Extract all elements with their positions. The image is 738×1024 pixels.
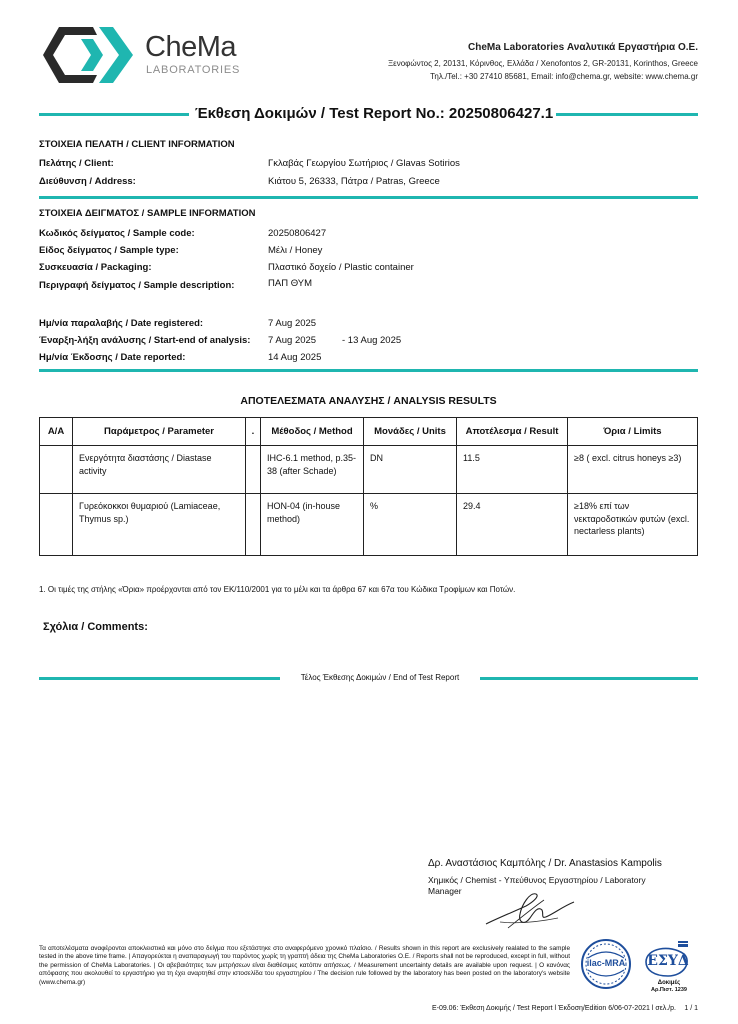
cell-result: 29.4 [457,494,568,556]
client-name-label: Πελάτης / Client: [39,158,114,169]
signatory-role: Χημικός / Chemist - Υπεύθυνος Εργαστηρίου / Laboratory Manager [428,875,646,896]
packaging-label: Συσκευασία / Packaging: [39,262,152,273]
cell-parameter: Γυρεόκοκκοι θυμαριού (Lamiaceae, Thymus sp.) [73,494,246,556]
col-header-units: Μονάδες / Units [364,418,457,446]
signature-image [478,888,578,933]
cell-limits: ≥8 ( excl. citrus honeys ≥3) [568,446,698,494]
date-reported-value: 14 Aug 2025 [268,352,322,363]
signatory-name: Δρ. Αναστάσιος Καμπόλης / Dr. Anastasios Kampolis [428,858,662,869]
col-header-method: Μέθοδος / Method [261,418,364,446]
client-name-value: Γκλαβάς Γεωργίου Σωτήριος / Glavas Sotirios [268,158,460,169]
ilac-mra-badge [580,938,632,990]
divider [39,196,698,199]
sample-code-label: Κωδικός δείγματος / Sample code: [39,228,195,239]
end-rule-left [39,677,280,680]
col-header-aa: Α/Α [40,418,73,446]
results-title: ΑΠΟΤΕΛΕΣΜΑΤΑ ΑΝΑΛΥΣΗΣ / ANALYSIS RESULTS [240,395,497,407]
col-header-parameter: Παράμετρος / Parameter [73,418,246,446]
cell-aa [40,494,73,556]
cell-result: 11.5 [457,446,568,494]
sample-type-value: Μέλι / Honey [268,245,323,256]
sample-type-label: Είδος δείγματος / Sample type: [39,245,179,256]
date-registered-value: 7 Aug 2025 [268,318,317,329]
cell-note [246,446,261,494]
divider [39,369,698,372]
signature-icon [478,888,578,933]
cell-method: HON-04 (in-house method) [261,494,364,556]
logo-subtitle: LABORATORIES [146,64,241,76]
cell-aa [40,446,73,494]
title-rule-left [39,113,189,116]
date-registered-label: Ημ/νία παραλαβής / Date registered: [39,318,204,329]
logo-name: CheMa [145,31,236,63]
col-header-result: Αποτέλεσμα / Result [457,418,568,446]
analysis-start-value: 7 Aug 2025 [268,335,317,346]
results-header-row [40,418,698,446]
sample-description-value: ΠΑΠ ΘΥΜ [268,278,313,289]
comments-label: Σχόλια / Comments: [43,621,148,633]
cell-units: % [364,494,457,556]
chema-logo-icon [41,25,136,85]
client-address-label: Διεύθυνση / Address: [39,176,136,187]
sample-description-label: Περιγραφή δείγματος / Sample description: [39,280,235,291]
disclaimer: Τα αποτελέσματα αναφέρονται αποκλειστικά και μόνο στο δείγμα που εξετάστηκε στο αναφερόμενο χρονικό πλαίσιο. / Results shown in this report are exclusively realated to the sample tested in the above time frame. | Απαγορεύεται η αναπαραγωγή του παρόντος χωρίς τη γραπτή άδεια της CheMa Laboratories O.E. / Reports shall not be reproduced, except in full, without the permission of CheMa Laboratories. | Οι αβεβαιότητες των μετρήσεων είναι διαθέσιμες κατόπιν αιτήσεως. / Measurement uncertainty details are available upon request. | Ο κανόνας απόφασης που ακολουθεί το εργαστήριο για τη έχει αναρτηθεί στην ιστοσελίδα του εργαστηρίου / The decision rule followed by the laboratory has been posted on the laboratory's website (www.chema.gr) [39,945,570,986]
cell-limits: ≥18% επί των νεκταροδοτικών φυτών (excl. nectarless plants) [568,494,698,556]
table-row [40,494,698,556]
table-row [40,446,698,494]
title-rule-right [556,113,698,116]
col-header-note: . [246,418,261,446]
sample-section-title: ΣΤΟΙΧΕΙΑ ΔΕΙΓΜΑΤΟΣ / SAMPLE INFORMATION [39,208,256,219]
sample-code-value: 20250806427 [268,228,327,239]
cell-parameter: Ενεργότητα διαστάσης / Diastase activity [73,446,246,494]
company-name: CheMa Laboratories Αναλυτικά Εργαστήρια Ο.Ε. [468,42,698,53]
client-section-title: ΣΤΟΙΧΕΙΑ ΠΕΛΑΤΗ / CLIENT INFORMATION [39,139,235,150]
cell-units: DN [364,446,457,494]
esyd-sub1: Δοκιμές [657,980,681,986]
col-header-limits: Όρια / Limits [568,418,698,446]
end-of-report: Τέλος Έκθεσης Δοκιμών / End of Test Report [300,673,460,682]
ilac-mra-label: ilac-MRA [586,958,626,968]
report-title: Έκθεση Δοκιμών / Test Report No.: 20250806427.1 [194,105,554,122]
esyd-sub2: Αρ.Πιστ. 1239 [651,987,687,993]
form-reference: E-09.06: Έκθεση Δοκιμής / Test Report l Έκδοση/Edition 6/06-07-2021 l σελ./p. [431,1005,676,1012]
packaging-value: Πλαστικό δοχείο / Plastic container [268,262,414,273]
company-contact: Τηλ./Tel.: +30 27410 85681, Email: info@chema.gr, website: www.chema.gr [430,72,698,81]
company-logo [41,25,136,85]
company-address: Ξενοφώντος 2, 20131, Κόρινθος, Ελλάδα / Xenofontos 2, GR-20131, Korinthos, Greece [387,59,698,68]
end-rule-right [480,677,698,680]
esyd-label: ΕΣΥΔ [647,953,689,969]
analysis-period-label: Έναρξη-λήξη ανάλυσης / Start-end of analysis: [39,335,251,346]
results-table [39,417,698,556]
date-reported-label: Ημ/νία Έκδοσης / Date reported: [39,352,186,363]
analysis-end-value: - 13 Aug 2025 [342,335,402,346]
cell-method: IHC-6.1 method, p.35-38 (after Schade) [261,446,364,494]
esyd-badge [640,940,698,998]
cell-note [246,494,261,556]
client-address-value: Κιάτου 5, 26333, Πάτρα / Patras, Greece [268,176,440,187]
page-number: 1 / 1 [684,1005,698,1012]
footnote: 1. Οι τιμές της στήλης «Όρια» προέρχονται από τον ΕΚ/110/2001 για το μέλι και τα άρθρα 67 και 67α του Κώδικα Τροφίμων και Ποτών. [39,585,516,594]
